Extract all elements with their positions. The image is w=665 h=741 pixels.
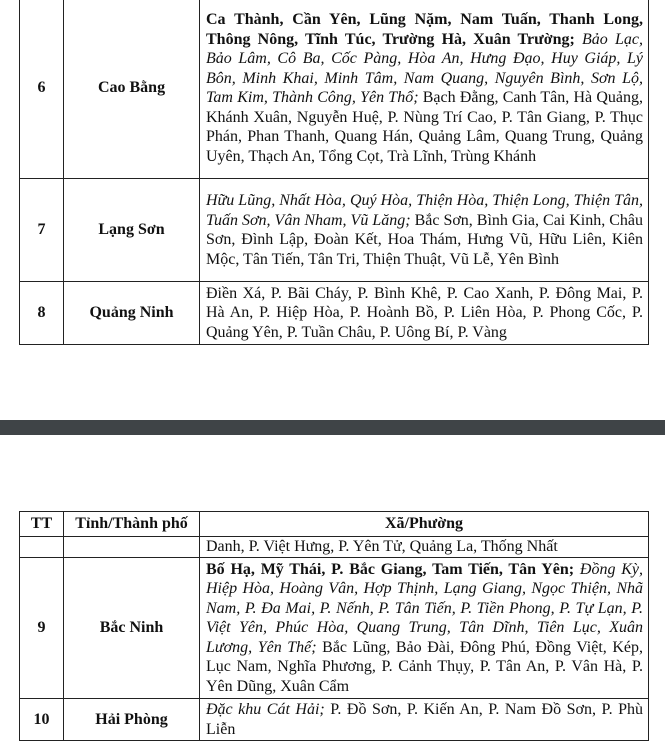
commune-list-italic: Đồng Kỳ, Hiệp Hòa, Hoàng Vân, Hợp Thịnh, Lạng Giang, Ngọc Thiện, Nhã Nam, P. Đa Mai, P. Nếnh, P. Tân Tiến, P. Tiền Phong, P. Tự Lạn, P. Việt Yên, Phúc Hòa, Quang Trung, Tân Dĩnh, Tiên Lục, Xuân Lương, Yên Thế; <box>206 560 644 656</box>
row-number: 10 <box>20 699 64 741</box>
commune-list-plain: Điền Xá, P. Bãi Cháy, P. Bình Khê, P. Cao Xanh, P. Đông Mai, P. Hà An, P. Hiệp Hòa, P. Hoành Bồ, P. Liên Hòa, P. Phong Cốc, P. Quảng Yên, P. Tuần Châu, P. Uông Bí, P. Vàng <box>206 284 643 341</box>
commune-list-plain: P. Đồ Sơn, P. Kiến An, P. Nam Đồ Sơn, P. Phù Liễn <box>206 701 644 738</box>
row-number-empty <box>20 537 64 558</box>
row-number: 7 <box>20 179 64 282</box>
wards-table-top <box>19 0 649 345</box>
commune-list-italic: Hữu Lũng, Nhất Hòa, Quý Hòa, Thiện Hòa, Thiện Long, Thiện Tân, Tuấn Sơn, Vân Nham, Vũ Lăng; <box>206 192 643 229</box>
commune-list <box>200 0 649 179</box>
commune-list <box>200 699 649 741</box>
wards-table-bottom <box>19 511 649 741</box>
page-separator-bar <box>0 420 665 435</box>
commune-list <box>200 282 649 345</box>
row-number: 6 <box>20 0 64 179</box>
header-commune-list: Xã/Phường <box>200 512 649 537</box>
document-page-bottom <box>0 444 665 738</box>
province-name: Lạng Sơn <box>64 179 200 282</box>
commune-list-plain: Bắc Sơn, Bình Gia, Cai Kinh, Châu Sơn, Đình Lập, Đoàn Kết, Hoa Thám, Hưng Vũ, Hữu Liên, Kiên Mộc, Tân Tiến, Tân Tri, Thiện Thuật, Vũ Lễ, Yên Bình <box>206 211 644 268</box>
province-name: Cao Bằng <box>64 0 200 179</box>
commune-list <box>200 558 649 699</box>
commune-list <box>200 179 649 282</box>
province-name: Bắc Ninh <box>64 558 200 699</box>
page-separator <box>0 398 665 444</box>
table-row-continuation <box>20 537 649 558</box>
row-number: 8 <box>20 282 64 345</box>
table-row <box>20 699 649 741</box>
commune-list-plain: Bắc Lũng, Bảo Đài, Đông Phú, Đồng Việt, Kép, Lục Nam, Nghĩa Phương, P. Cảnh Thụy, P. Tân An, P. Vân Hà, P. Yên Dũng, Xuân Cẩm <box>206 638 643 695</box>
commune-list-italic: Bảo Lạc, Bảo Lâm, Cô Ba, Cốc Pàng, Hòa An, Hưng Đạo, Huy Giáp, Lý Bôn, Minh Khai, Minh Tâm, Nam Quang, Nguyên Bình, Sơn Lộ, Tam Kim, Thành Công, Yên Thổ; <box>206 30 643 106</box>
table-row <box>20 558 649 699</box>
commune-list-bold: Ca Thành, Cần Yên, Lũng Nặm, Nam Tuấn, Thanh Long, Thông Nông, Tĩnh Túc, Trường Hà, Xuân Trường; <box>206 11 643 48</box>
commune-list-bold: Bố Hạ, Mỹ Thái, P. Bắc Giang, Tam Tiến, Tân Yên; <box>206 560 575 578</box>
province-name: Quảng Ninh <box>64 282 200 345</box>
header-province: Tỉnh/Thành phố <box>64 512 200 537</box>
header-tt: TT <box>20 512 64 537</box>
table-row <box>20 179 649 282</box>
commune-list-italic: Đặc khu Cát Hải; <box>206 701 325 718</box>
table-row <box>20 0 649 179</box>
commune-list-plain: Bạch Đằng, Canh Tân, Hà Quảng, Khánh Xuân, Nguyễn Huệ, P. Nùng Trí Cao, P. Tân Giang, P. Thục Phán, Phan Thanh, Quang Hán, Quảng Lâm, Quang Trung, Quảng Uyên, Thạch An, Tổng Cọt, Trà Lĩnh, Trùng Khánh <box>206 89 644 165</box>
table-row <box>20 282 649 345</box>
row-number: 9 <box>20 558 64 699</box>
province-name-empty <box>64 537 200 558</box>
commune-list-continuation: Danh, P. Việt Hưng, P. Yên Tử, Quảng La, Thống Nhất <box>200 537 649 558</box>
province-name: Hải Phòng <box>64 699 200 741</box>
table-header-row <box>20 512 649 537</box>
